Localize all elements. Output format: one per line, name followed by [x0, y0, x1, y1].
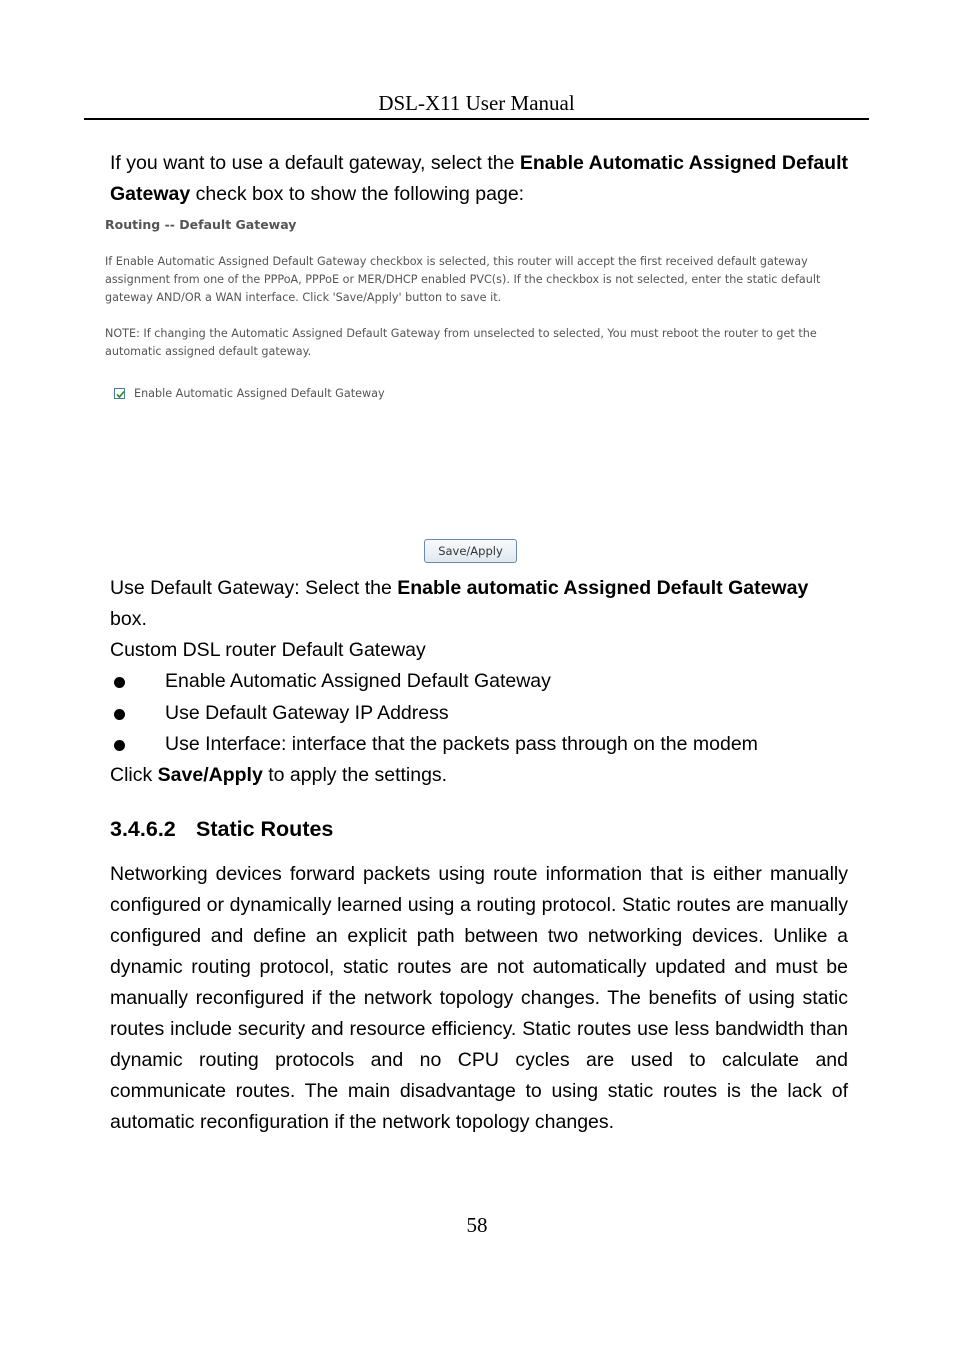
- page-header: DSL-X11 User Manual: [378, 91, 575, 115]
- click-text-after: to apply the settings.: [262, 764, 448, 786]
- bullet-dot-icon: [114, 709, 125, 720]
- click-text-before: Click: [110, 764, 158, 786]
- intro-text-before: If you want to use a default gateway, select the: [110, 152, 520, 174]
- page-number: 58: [466, 1213, 488, 1237]
- checkmark-icon: [115, 389, 126, 400]
- screenshot-title: Routing -- Default Gateway: [105, 217, 297, 232]
- click-bold: Save/Apply: [157, 764, 263, 786]
- use-default-paragraph: [110, 573, 848, 635]
- use-default-text-after: box.: [110, 608, 147, 630]
- screenshot-description: If Enable Automatic Assigned Default Gateway checkbox is selected, this router will accept the first received default gateway assignment from one of the PPPoA, PPPoE or MER/DHCP enabled PVC(s). If the checkbox is not selected, enter the static default gateway AND/OR a WAN interface. Click 'Save/Apply' button to save it.: [105, 255, 821, 304]
- section-heading: [110, 814, 333, 845]
- section-body: Networking devices forward packets using route information that is either manually configured or dynamically learned using a routing protocol. Static routes are manually configured and define an explicit path between two networking devices. Unlike a dynamic routing protocol, static routes are not automatically updated and must be manually reconfigured if the network topology changes. The benefits of using static routes include security and resource efficiency. Static routes use less bandwidth than dynamic routing protocols and no CPU cycles are used to calculate and communicate routes. The main disadvantage to using static routes is the lack of automatic reconfiguration if the network topology changes.: [110, 863, 848, 1133]
- intro-text-after: check box to show the following page:: [190, 183, 525, 205]
- screenshot-note: NOTE: If changing the Automatic Assigned Default Gateway from unselected to selected, You must reboot the router to get the automatic assigned default gateway.: [105, 327, 817, 358]
- header-rule: [84, 118, 869, 120]
- intro-bold: Enable Automatic Assigned Default Gateway: [110, 152, 848, 205]
- bullet-text: Enable Automatic Assigned Default Gateway: [165, 670, 551, 692]
- custom-gateway-line: Custom DSL router Default Gateway: [110, 639, 426, 661]
- intro-paragraph: [110, 148, 848, 210]
- checkbox-label: Enable Automatic Assigned Default Gateway: [134, 387, 385, 400]
- click-save-line: [110, 760, 848, 791]
- save-apply-button[interactable]: Save/Apply: [424, 539, 517, 563]
- bullet-text: Use Interface: interface that the packets pass through on the modem: [165, 733, 758, 755]
- use-default-bold: Enable automatic Assigned Default Gateway: [397, 577, 809, 599]
- bullet-dot-icon: [114, 677, 125, 688]
- checkbox-row: [114, 387, 385, 400]
- bullet-text: Use Default Gateway IP Address: [165, 702, 449, 724]
- section-number: 3.4.6.2: [110, 817, 176, 841]
- use-default-text-before: Use Default Gateway: Select the: [110, 577, 398, 599]
- section-title: Static Routes: [196, 817, 334, 841]
- bullet-dot-icon: [114, 740, 125, 751]
- enable-auto-gateway-checkbox[interactable]: [114, 388, 125, 399]
- embedded-screenshot: [105, 214, 845, 569]
